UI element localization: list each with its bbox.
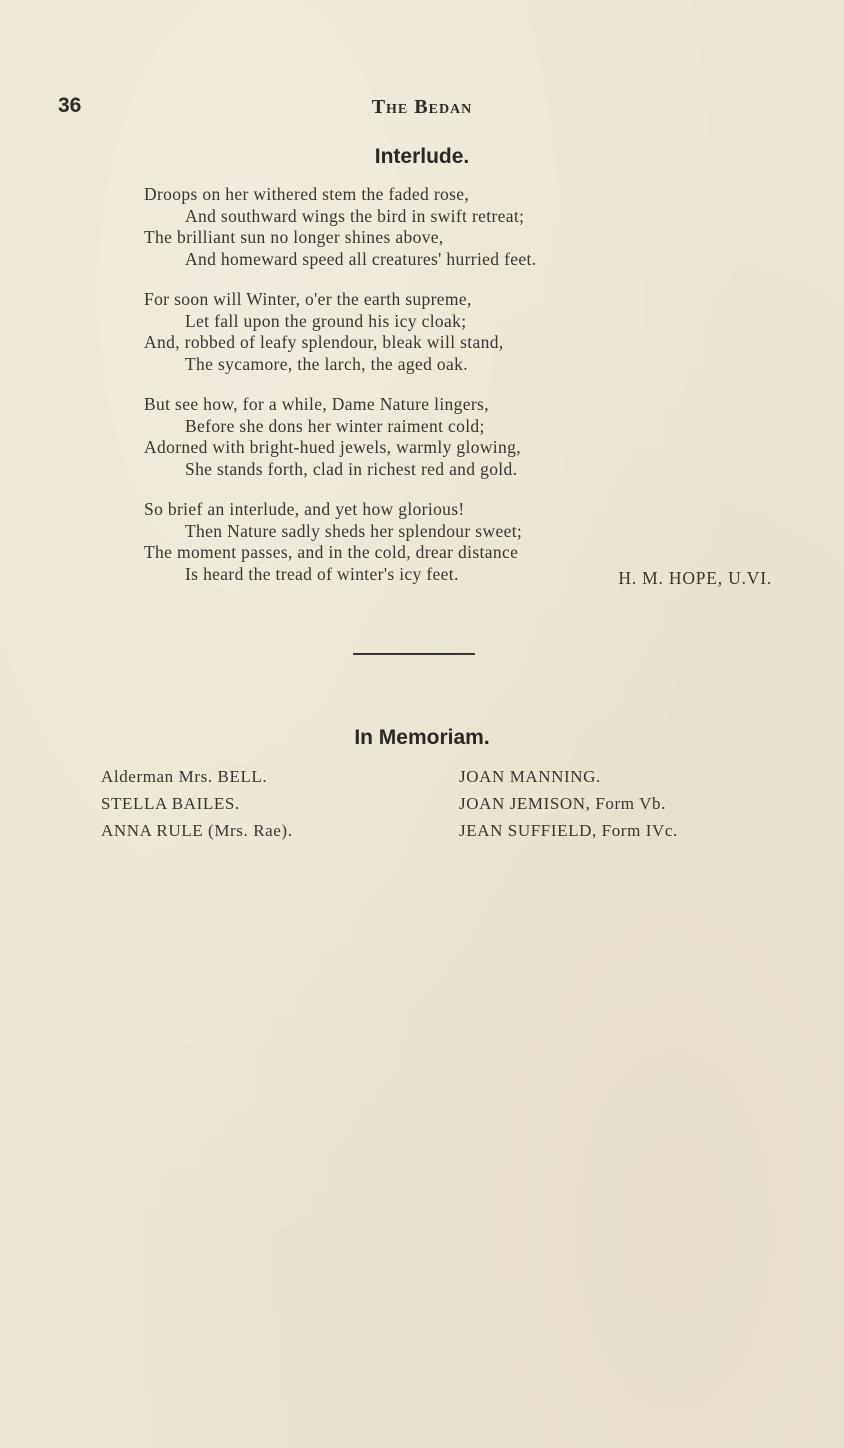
poem-line: Then Nature sadly sheds her splendour sweet; xyxy=(185,520,523,541)
memoriam-title: In Memoriam. xyxy=(354,726,490,749)
stanza xyxy=(144,289,764,375)
poem-line: The moment passes, and in the cold, drear distance xyxy=(144,542,519,562)
poem-author: H. M. HOPE, U.VI. xyxy=(618,568,772,588)
poem-title: Interlude. xyxy=(374,145,470,168)
memoriam-right-column xyxy=(459,763,678,844)
memoriam-name: STELLA BAILES. xyxy=(101,794,240,813)
memoriam-name: Alderman Mrs. BELL. xyxy=(101,767,268,786)
poem-line: And, robbed of leafy splendour, bleak will stand, xyxy=(144,332,504,352)
poem-line: Let fall upon the ground his icy cloak; xyxy=(185,310,467,331)
poem-line: And southward wings the bird in swift retreat; xyxy=(185,205,525,226)
page-number: 36 xyxy=(58,94,82,117)
poem-line: For soon will Winter, o'er the earth supreme, xyxy=(144,289,472,309)
memoriam-name: JOAN MANNING. xyxy=(459,767,601,786)
poem-line: She stands forth, clad in richest red and gold. xyxy=(185,458,518,479)
memoriam-name: ANNA RULE (Mrs. Rae). xyxy=(101,821,293,840)
poem-line: But see how, for a while, Dame Nature lingers, xyxy=(144,394,489,414)
poem-line: So brief an interlude, and yet how glorious! xyxy=(144,499,465,519)
poem-line: The brilliant sun no longer shines above, xyxy=(144,227,444,247)
poem-line: The sycamore, the larch, the aged oak. xyxy=(185,353,468,374)
poem-line: Is heard the tread of winter's icy feet. xyxy=(185,563,459,584)
stanza xyxy=(144,184,764,270)
poem-line: Droops on her withered stem the faded rose, xyxy=(144,184,470,204)
section-divider xyxy=(353,653,475,655)
poem-line: Adorned with bright-hued jewels, warmly glowing, xyxy=(144,437,521,457)
poem-line: And homeward speed all creatures' hurried feet. xyxy=(185,248,537,269)
memoriam-left-column xyxy=(101,763,293,844)
memoriam-name: JEAN SUFFIELD, Form IVc. xyxy=(459,821,678,840)
poem xyxy=(144,184,764,604)
memoriam-name: JOAN JEMISON, Form Vb. xyxy=(459,794,666,813)
running-head: The Bedan xyxy=(371,96,473,118)
poem-line: Before she dons her winter raiment cold; xyxy=(185,415,485,436)
stanza xyxy=(144,394,764,480)
